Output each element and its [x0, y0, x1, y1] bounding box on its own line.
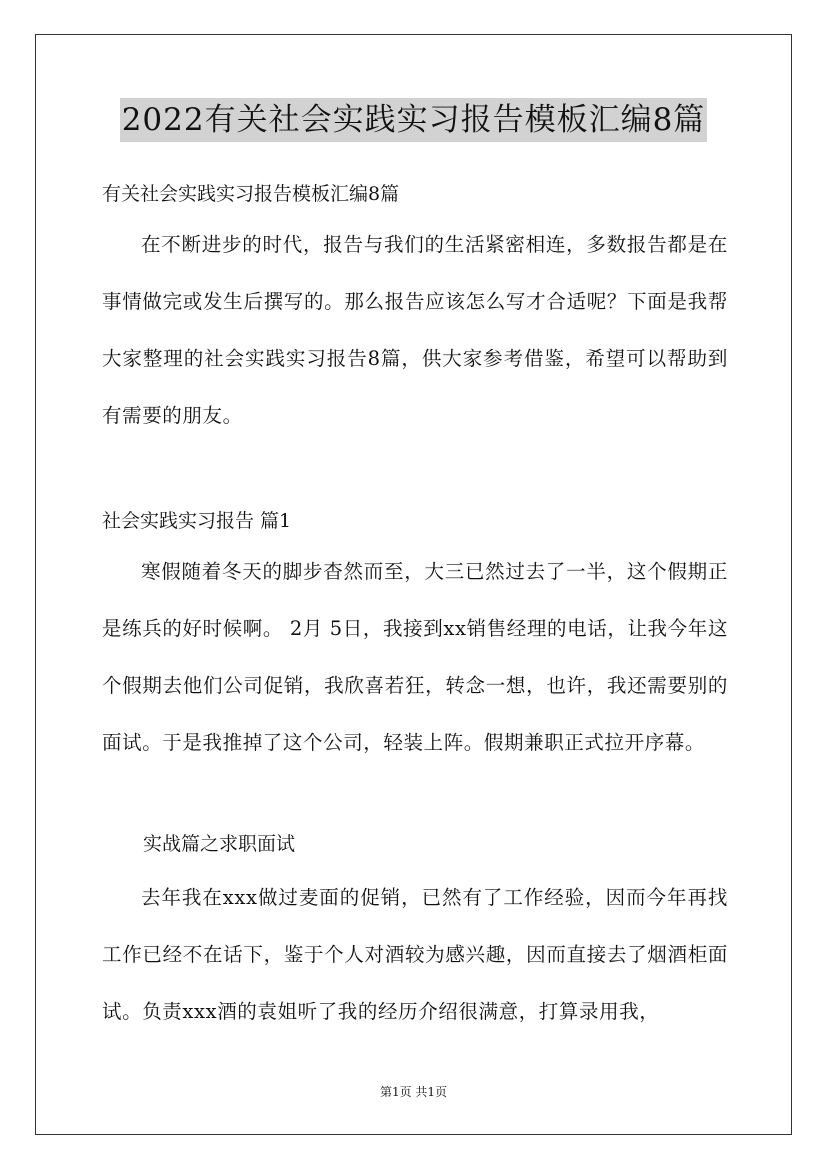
intro-paragraph: 在不断进步的时代，报告与我们的生活紧密相连，多数报告都是在事情做完或发生后撰写的。那么报告应该怎么写才合适呢？下面是我帮大家整理的社会实践实习报告8篇，供大家参考借鉴，希望可以帮助到有需要的朋友。 [102, 233, 728, 427]
document-title: 2022有关社会实践实习报告模板汇编8篇 [120, 98, 708, 142]
title-container [0, 98, 827, 142]
section1-paragraph-2: 去年我在xxx做过麦面的促销，已然有了工作经验，因而今年再找工作已经不在话下，鉴于个人对酒较为感兴趣，因而直接去了烟酒柜面试。负责xxx酒的袁姐听了我的经历介绍很满意，打算录用我， [102, 886, 728, 1023]
section1-paragraph-1: 寒假随着冬天的脚步杳然而至，大三已然过去了一半，这个假期正是练兵的好时候啊。 2月 5日，我接到xx销售经理的电话，让我今年这个假期去他们公司促销，我欣喜若狂，转念一想，也许，我还需要别的面试。于是我推掉了这个公司，轻装上阵。假期兼职正式拉开序幕。 [102, 560, 728, 754]
section-heading-1: 社会实践实习报告 篇1 [102, 510, 292, 532]
page-footer: 第1页 共1页 [379, 1085, 448, 1099]
document-subtitle: 有关社会实践实习报告模板汇编8篇 [102, 183, 400, 205]
section1-subheading: 实战篇之求职面试 [143, 833, 296, 855]
